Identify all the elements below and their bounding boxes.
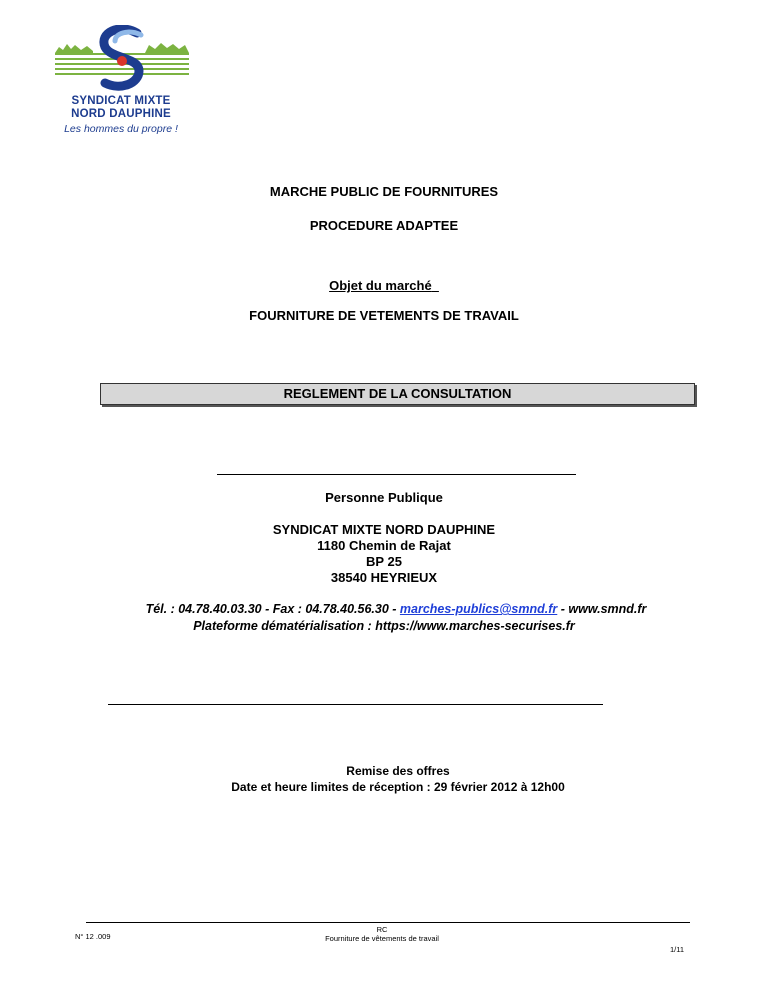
object-title: FOURNITURE DE VETEMENTS DE TRAVAIL — [249, 308, 519, 323]
footer-doc-code: RC — [376, 925, 388, 934]
logo-tagline: Les hommes du propre ! — [64, 123, 178, 135]
smnd-logo — [49, 25, 193, 141]
buyer-po-box: BP 25 — [366, 554, 402, 569]
platform-line: Plateforme dématérialisation : https://www.marches-securises.fr — [193, 619, 575, 633]
buyer-heading: Personne Publique — [325, 490, 443, 505]
buyer-city: 38540 HEYRIEUX — [330, 570, 438, 585]
offers-heading: Remise des offres — [346, 764, 450, 778]
buyer-street: 1180 Chemin de Rajat — [317, 538, 451, 553]
contact-email-link[interactable]: marches-publics@smnd.fr — [399, 602, 558, 616]
consultation-banner: REGLEMENT DE LA CONSULTATION — [100, 383, 695, 405]
object-label — [0, 278, 768, 293]
contact-line — [0, 602, 768, 616]
logo-graphic — [49, 25, 193, 95]
procedure-type: PROCEDURE ADAPTEE — [309, 218, 459, 233]
contact-website: - www.smnd.fr — [557, 602, 647, 616]
offers-deadline: Date et heure limites de réception : 29 février 2012 à 12h00 — [231, 780, 565, 794]
buyer-name: SYNDICAT MIXTE NORD DAUPHINE — [272, 522, 496, 537]
footer-rule — [86, 922, 690, 923]
document-title: MARCHE PUBLIC DE FOURNITURES — [269, 184, 499, 199]
contact-phone-fax: Tél. : 04.78.40.03.30 - Fax : 04.78.40.56.30 - — [145, 602, 400, 616]
separator-top — [217, 474, 576, 475]
logo-name-line1: SYNDICAT MIXTE — [71, 95, 171, 107]
footer-reference: N° 12 .009 — [75, 932, 111, 941]
object-label-text: Objet du marché — [329, 278, 432, 293]
separator-middle — [108, 704, 603, 705]
footer-doc-title: Fourniture de vêtements de travail — [325, 934, 439, 943]
footer-page-number: 1/11 — [670, 945, 685, 954]
logo-name-line2: NORD DAUPHINE — [71, 108, 171, 120]
